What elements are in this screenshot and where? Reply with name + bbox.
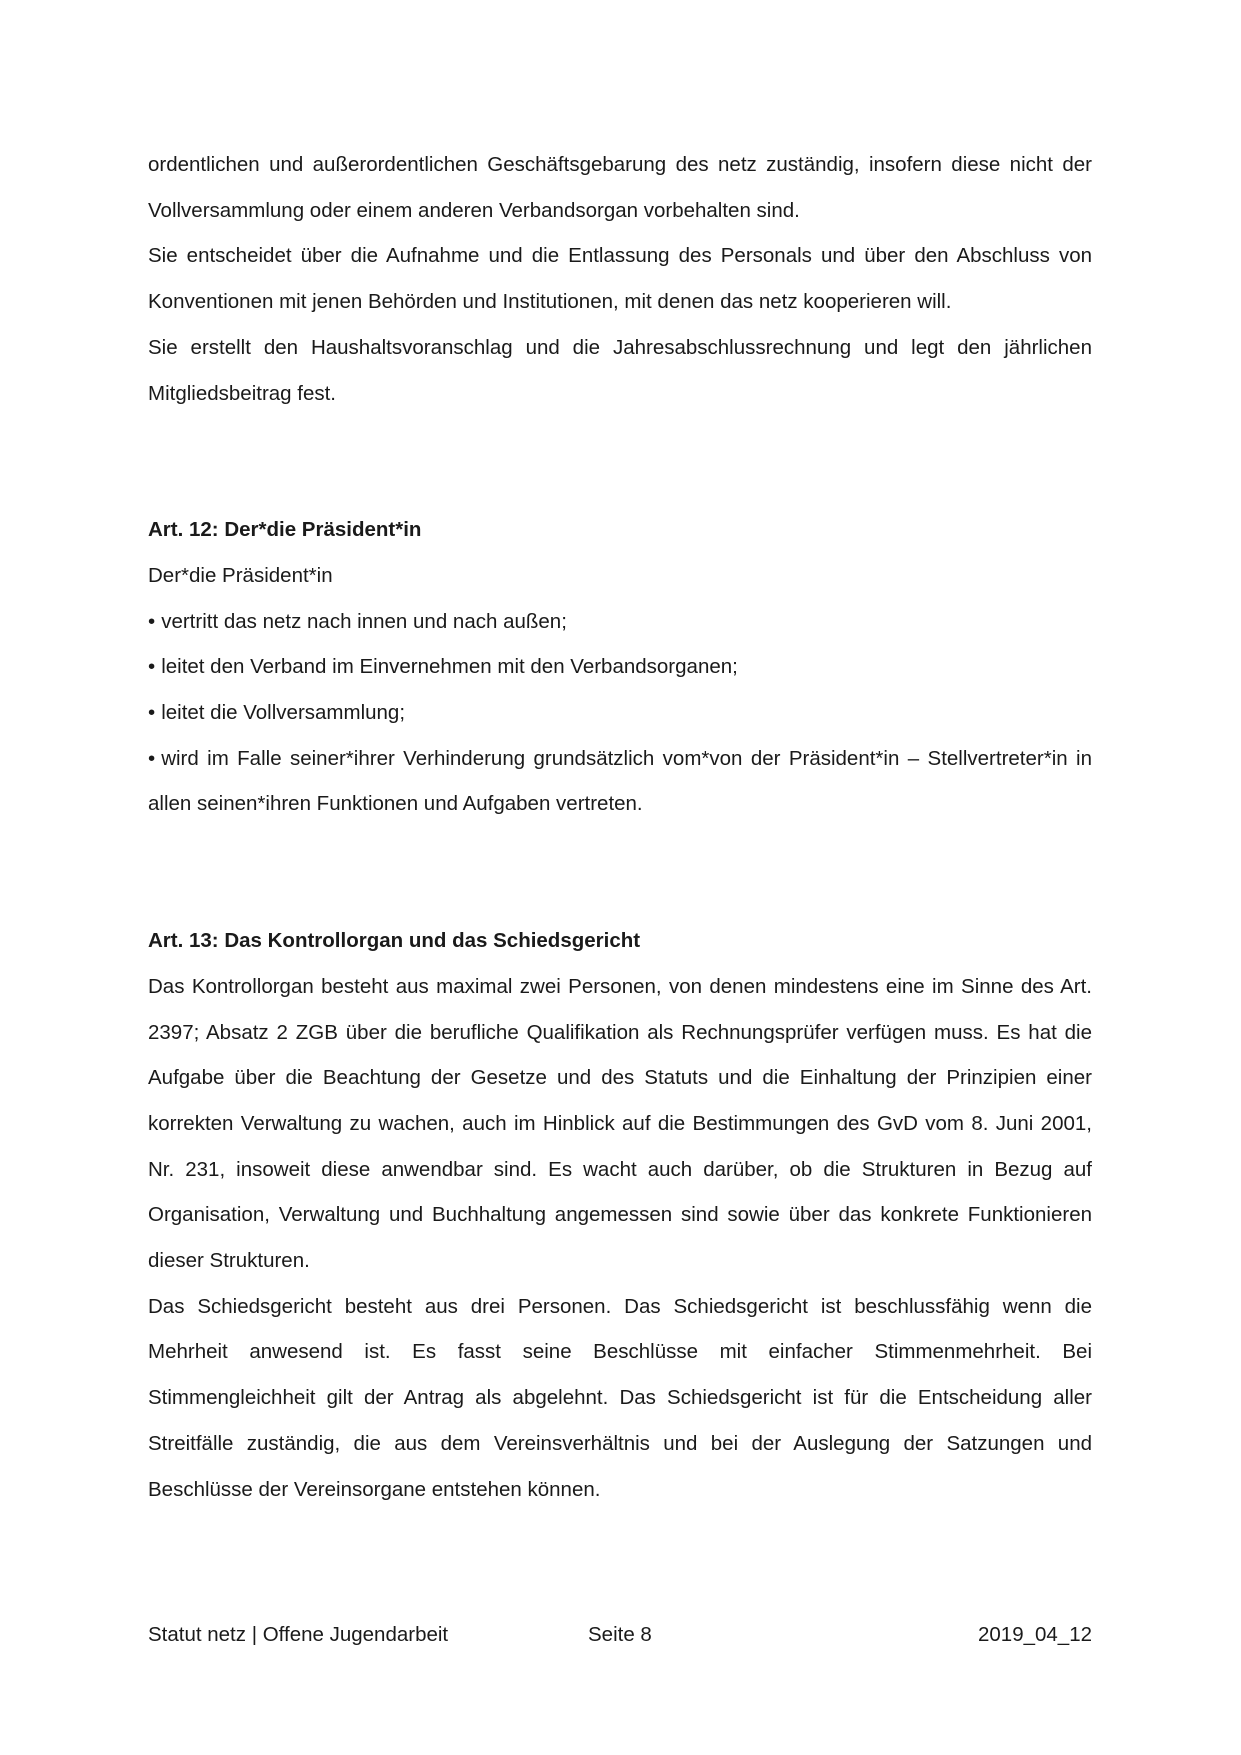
footer-document-title: Statut netz | Offene Jugendarbeit [148, 1623, 449, 1646]
bullet-icon: • [148, 655, 156, 679]
article-12-bullet-list [148, 599, 1092, 828]
list-item-text: leitet die Vollversammlung; [161, 701, 406, 725]
intro-paragraph: Sie entscheidet über die Aufnahme und die Entlassung des Personals und über den Abschluss von Konventionen mit jenen Behörden und Institutionen, mit denen das netz kooperieren will. [148, 244, 1092, 314]
section-spacer [148, 416, 1092, 507]
article-12-lead: Der*die Präsident*in [148, 563, 333, 587]
bullet-icon: • [148, 746, 156, 770]
footer-page-number: Seite 8 [588, 1623, 652, 1646]
article-13-paragraph: Das Schiedsgericht besteht aus drei Personen. Das Schiedsgericht ist beschlussfähig wenn die Mehrheit anwesend ist. Es fasst seine Beschlüsse mit einfacher Stimmenmehrheit. Bei Stimmengleichheit gilt der Antrag als abgelehnt. Das Schiedsgericht ist für die Entscheidung aller Streitfälle zuständig, die aus dem Vereinsverhältnis und bei der Auslegung der Satzungen und Beschlüsse der Vereinsorgane entstehen können. [148, 1294, 1092, 1501]
page-footer [148, 1620, 1092, 1650]
article-12-heading: Art. 12: Der*die Präsident*in [148, 518, 422, 542]
section-spacer [148, 827, 1092, 918]
article-13-heading: Art. 13: Das Kontrollorgan und das Schiedsgericht [148, 929, 641, 953]
page-content [148, 142, 1092, 1512]
bullet-icon: • [148, 701, 156, 725]
list-item [148, 644, 1092, 690]
list-item-text: leitet den Verband im Einvernehmen mit den Verbandsorganen; [161, 655, 738, 679]
intro-paragraph: ordentlichen und außerordentlichen Geschäftsgebarung des netz zuständig, insofern diese nicht der Vollversammlung oder einem anderen Verbandsorgan vorbehalten sind. [148, 153, 1092, 222]
list-item [148, 599, 1092, 645]
article-13-paragraph: Das Kontrollorgan besteht aus maximal zwei Personen, von denen mindestens eine im Sinne des Art. 2397; Absatz 2 ZGB über die berufliche Qualifikation als Rechnungsprüfer verfügen muss. Es hat die Aufgabe über die Beachtung der Gesetze und des Statuts und die Einhaltung der Prinzipien einer korrekten Verwaltung zu wachen, auch im Hinblick auf die Bestimmungen des GvD vom 8. Juni 2001, Nr. 231, insoweit diese anwendbar sind. Es wacht auch darüber, ob die Strukturen in Bezug auf Organisation, Verwaltung und Buchhaltung angemessen sind sowie über das konkrete Funktionieren dieser Strukturen. [148, 974, 1092, 1273]
intro-paragraph: Sie erstellt den Haushaltsvoranschlag und die Jahresabschlussrechnung und legt den jährlichen Mitgliedsbeitrag fest. [148, 335, 1092, 405]
bullet-icon: • [148, 609, 156, 633]
list-item-text: wird im Falle seiner*ihrer Verhinderung grundsätzlich vom*von der Präsident*in – Stellvertreter*in in allen seinen*ihren Funktionen und Aufgaben vertreten. [148, 746, 1092, 816]
footer-date: 2019_04_12 [977, 1623, 1092, 1646]
list-item [148, 690, 1092, 736]
list-item [148, 736, 1092, 827]
list-item-text: vertritt das netz nach innen und nach außen; [161, 609, 567, 633]
